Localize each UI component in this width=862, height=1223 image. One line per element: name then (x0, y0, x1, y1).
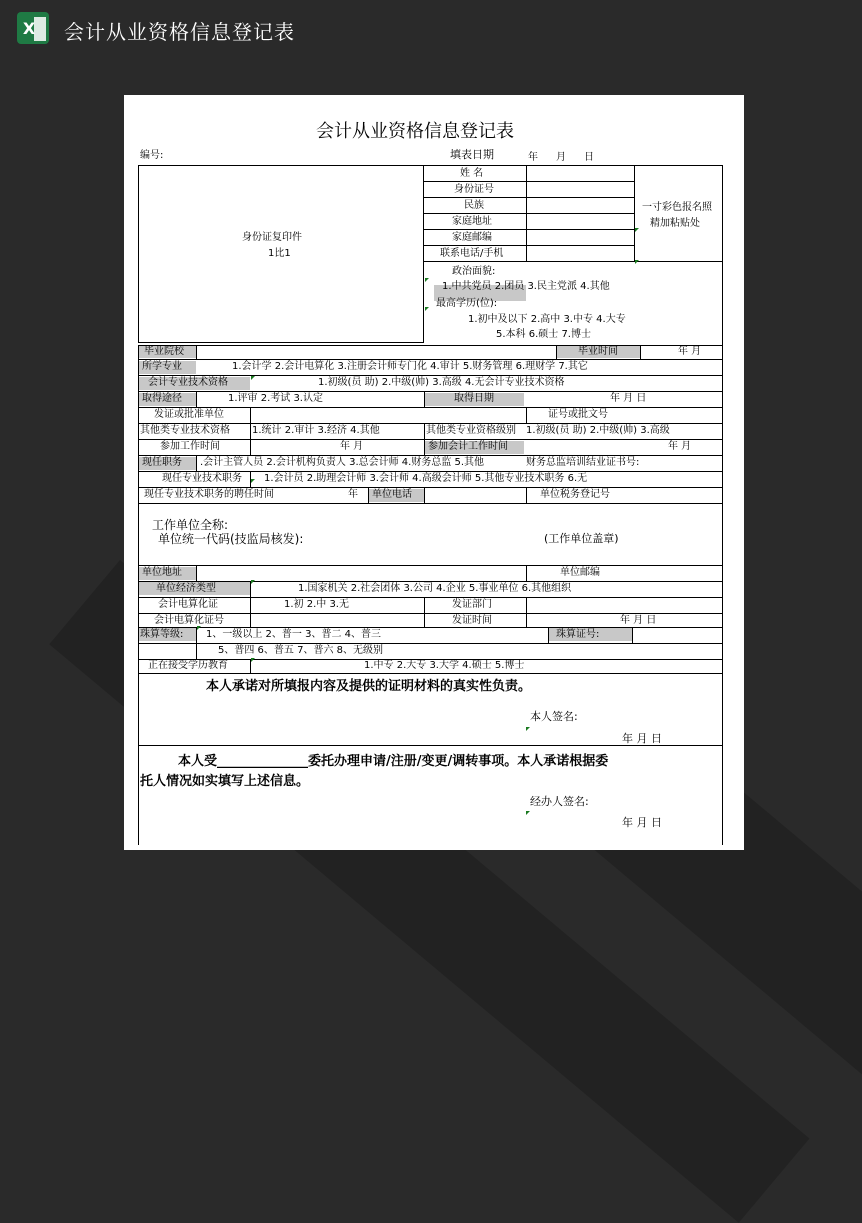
issue-time-ymd: 年 月 日 (620, 615, 657, 626)
study-options: 1.中专 2.大专 3.大学 4.硕士 5.博士 (364, 660, 525, 671)
acquire-date-ymd: 年 月 日 (610, 393, 647, 404)
unit-name-label: 工作单位全称: (152, 518, 229, 532)
name-label: 姓 名 (460, 168, 484, 179)
other-level-options: 1.初级(员 助) 2.中级(帅) 3.高级 (526, 425, 670, 436)
major-label: 所学专业 (142, 361, 182, 372)
acquire-label: 取得途径 (142, 393, 182, 404)
comp-no-label: 会计电算化证号 (154, 615, 224, 626)
acquire-date-label: 取得日期 (454, 393, 494, 404)
unit-zip-label: 单位邮编 (560, 567, 600, 578)
education-label: 最高学历(位): (436, 298, 498, 309)
fill-date-month: 月 (556, 152, 566, 163)
title-bar (0, 0, 862, 60)
education-options-2: 5.本科 6.硕士 7.博士 (496, 329, 591, 340)
id-number-label: 身份证号 (454, 184, 494, 195)
acquire-options: 1.评审 2.考试 3.认定 (228, 393, 323, 404)
abacus-options-1: 1、一级以上 2、普一 3、普二 4、普三 (206, 629, 381, 640)
grad-time-ym: 年 月 (678, 346, 702, 357)
cfo-cert-label: 财务总监培训结业证书号: (526, 457, 640, 468)
tax-no-label: 单位税务登记号 (540, 489, 610, 500)
politics-label: 政治面貌: (452, 266, 496, 277)
comp-cert-label: 会计电算化证 (158, 599, 218, 610)
politics-options: 1.中共党员 2.团员 3.民主党派 4.其他 (442, 281, 610, 292)
form-title: 会计从业资格信息登记表 (316, 121, 514, 142)
school-label: 毕业院校 (144, 346, 184, 357)
abacus-no-label: 珠算证号: (556, 629, 600, 640)
agent-sign-label: 经办人签名: (530, 795, 589, 808)
econ-type-label: 单位经济类型 (156, 583, 216, 594)
acct-work-time-ym: 年 月 (668, 441, 692, 452)
hire-time-year: 年 (348, 489, 358, 500)
comp-cert-options: 1.初 2.中 3.无 (284, 599, 349, 610)
hire-time-label: 现任专业技术职务的聘任时间 (144, 489, 274, 500)
major-options: 1.会计学 2.会计电算化 3.注册会计师专门化 4.审计 5.财务管理 6.理财学 7.其它 (232, 361, 588, 372)
econ-type-options: 1.国家机关 2.社会团体 3.公司 4.企业 5.事业单位 6.其他组织 (298, 583, 572, 594)
issuer-label: 发证或批准单位 (154, 409, 224, 420)
dept-label: 发证部门 (452, 599, 492, 610)
abacus-options-2: 5、普四 6、普五 7、普六 8、无级别 (218, 645, 383, 656)
cur-tech-label: 现任专业技术职务 (162, 473, 242, 484)
phone-label: 联系电话/手机 (440, 248, 504, 259)
cur-tech-options: 1.会计员 2.助理会计师 3.会计师 4.高级会计师 5.其他专业技术职务 6.无 (264, 473, 588, 484)
study-label: 正在接受学历教育 (148, 660, 228, 671)
home-zip-label: 家庭邮编 (452, 232, 492, 243)
id-copy-label: 身份证复印件 (242, 232, 302, 243)
pledge-text: 本人承诺对所填报内容及提供的证明材料的真实性负责。 (206, 679, 532, 694)
issue-time-label: 发证时间 (452, 615, 492, 626)
serial-label: 编号: (140, 150, 164, 161)
post-label: 现任职务 (142, 457, 182, 468)
entrust-text-1: 本人受______________委托办理申请/注册/变更/调转事项。本人承诺根据委 (178, 754, 609, 769)
fill-date-year: 年 (528, 152, 538, 163)
photo-label: 一寸彩色报名照 (642, 202, 712, 213)
unit-address-label: 单位地址 (142, 567, 182, 578)
abacus-label: 珠算等级: (140, 629, 184, 640)
cert-no-label: 证号或批文号 (548, 409, 608, 420)
excel-icon: X (17, 12, 49, 44)
app-title: 会计从业资格信息登记表 (64, 20, 295, 44)
unit-seal-label: (工作单位盖章) (544, 532, 619, 545)
unit-phone-label: 单位电话 (372, 489, 412, 500)
id-copy-ratio: 1比1 (268, 248, 291, 259)
agent-sign-date: 年 月 日 (622, 816, 662, 829)
other-level-label: 其他类专业资格级别 (426, 425, 516, 436)
entrust-text-2: 托人情况如实填写上述信息。 (140, 774, 310, 789)
work-time-ym: 年 月 (340, 441, 364, 452)
fill-date-label: 填表日期 (450, 148, 494, 161)
unit-code-label: 单位统一代码(技监局核发): (158, 532, 304, 546)
post-options: .会计主管人员 2.会计机构负责人 3.总会计师 4.财务总监 5.其他 (200, 457, 485, 468)
photo-label-2: 精加粘贴处 (650, 218, 700, 229)
grad-time-label: 毕业时间 (578, 346, 618, 357)
document-page (124, 95, 744, 850)
home-address-label: 家庭地址 (452, 216, 492, 227)
education-options-1: 1.初中及以下 2.高中 3.中专 4.大专 (468, 314, 626, 325)
acct-work-time-label: 参加会计工作时间 (428, 441, 508, 452)
other-qual-options: 1.统计 2.审计 3.经济 4.其他 (252, 425, 380, 436)
sign-date: 年 月 日 (622, 732, 662, 745)
tech-qual-options: 1.初级(员 助) 2.中级(帅) 3.高级 4.无会计专业技术资格 (318, 377, 565, 388)
ethnic-label: 民族 (464, 200, 484, 211)
sign-label: 本人签名: (530, 710, 578, 723)
other-qual-label: 其他类专业技术资格 (140, 425, 230, 436)
fill-date-day: 日 (584, 152, 594, 163)
tech-qual-label: 会计专业技术资格 (148, 377, 228, 388)
work-time-label: 参加工作时间 (160, 441, 220, 452)
